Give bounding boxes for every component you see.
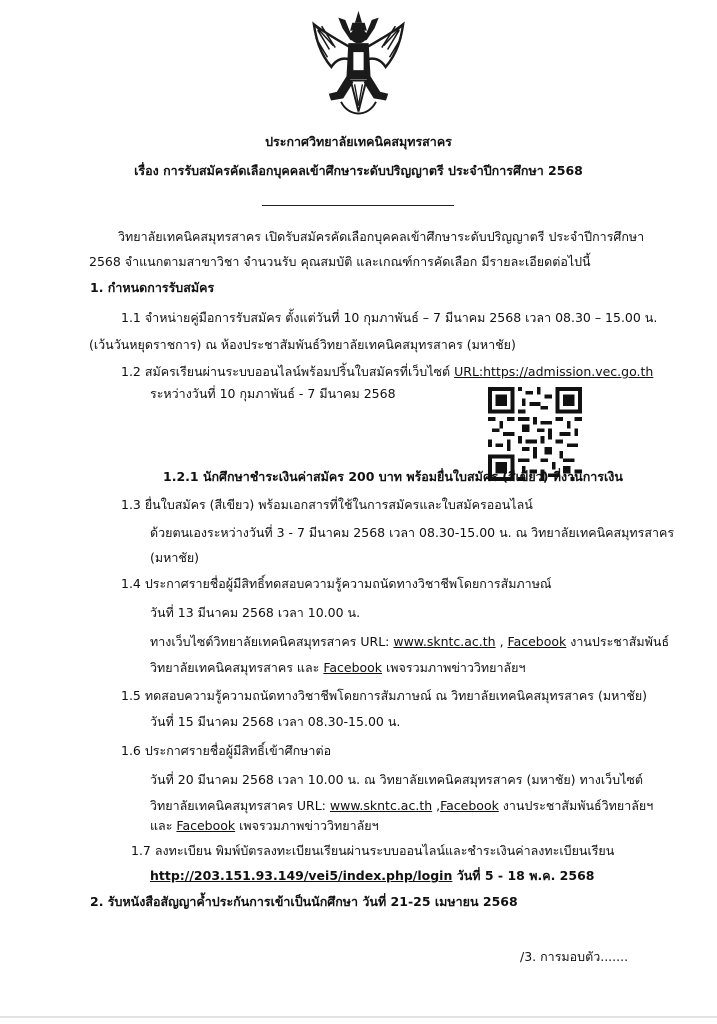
item-1-2-line-1	[121, 364, 653, 380]
facebook-link-2[interactable]: Facebook	[440, 798, 499, 813]
item-1-6-line-1: 1.6 ประกาศรายชื่อผู้มีสิทธิ์เข้าศึกษาต่อ	[121, 743, 332, 758]
item-1-2-line-2: ระหว่างวันที่ 10 กุมภาพันธ์ - 7 มีนาคม 2568	[150, 386, 396, 401]
item-1-5-line-1: 1.5 ทดสอบความรู้ความถนัดทางวิชาชีพโดยการสัมภาษณ์ ณ วิทยาลัยเทคนิคสมุทรสาคร (มหาชัย)	[121, 688, 648, 703]
qr-code-icon[interactable]	[488, 387, 582, 481]
admission-url-link[interactable]: URL:https://admission.vec.go.th	[454, 364, 654, 379]
announcement-subject: เรื่อง การรับสมัครคัดเลือกบุคคลเข้าศึกษาระดับปริญญาตรี ประจำปีการศึกษา 2568	[134, 163, 583, 178]
item-1-6-line-4	[150, 818, 379, 834]
item-1-2-text: 1.2 สมัครเรียนผ่านระบบออนไลน์พร้อมปริ้นใบสมัครที่เว็บไซต์	[121, 364, 451, 379]
item-1-6-text-a: วิทยาลัยเทคนิคสมุทรสาคร URL:	[150, 798, 326, 813]
intro-line-1: วิทยาลัยเทคนิคสมุทรสาคร เปิดรับสมัครคัดเลือกบุคคลเข้าศึกษาระดับปริญญาตรี ประจำปีการศึกษา	[118, 229, 645, 244]
item-1-4-sep: ,	[495, 634, 504, 649]
item-1-4-text-c: งานประชาสัมพันธ์	[566, 634, 670, 649]
item-1-4-line-3	[150, 634, 669, 650]
item-1-2-1: 1.2.1 นักศึกษาชำระเงินค่าสมัคร 200 บาท พร้อมยื่นใบสมัคร (สีเขียว) ที่งานการเงิน	[163, 469, 623, 484]
item-1-3-line-3: (มหาชัย)	[150, 550, 200, 565]
item-1-6-sep: ,	[432, 798, 441, 813]
item-1-4-line-4	[150, 660, 526, 676]
facebook-page-link-2[interactable]: Facebook	[176, 818, 236, 833]
title-divider	[262, 205, 454, 206]
item-1-1-line-1: 1.1 จำหน่ายคู่มือการรับสมัคร ตั้งแต่วันที่ 10 กุมภาพันธ์ – 7 มีนาคม 2568 เวลา 08.30 – 15.00 น.	[121, 310, 658, 325]
scan-edge-line	[0, 1016, 717, 1018]
item-1-3-line-2: ด้วยตนเองระหว่างวันที่ 3 - 7 มีนาคม 2568 เวลา 08.30-15.00 น. ณ วิทยาลัยเทคนิคสมุทรสาคร	[150, 525, 675, 540]
item-1-4-text-d: วิทยาลัยเทคนิคสมุทรสาคร และ	[150, 660, 320, 675]
item-1-4-text-a: ทางเว็บไซต์วิทยาลัยเทคนิคสมุทรสาคร URL:	[150, 634, 390, 649]
facebook-page-link[interactable]: Facebook	[323, 660, 383, 675]
website-link-2[interactable]: www.skntc.ac.th	[329, 798, 433, 813]
garuda-emblem-icon	[310, 10, 407, 120]
item-1-5-line-2: วันที่ 15 มีนาคม 2568 เวลา 08.30-15.00 น.	[150, 714, 401, 729]
section-1-heading: 1. กำหนดการรับสมัคร	[90, 280, 215, 295]
item-1-4-text-e: เพจรวมภาพข่าววิทยาลัยฯ	[382, 660, 526, 675]
registration-link[interactable]: http://203.151.93.149/vei5/index.php/login	[150, 868, 453, 883]
item-1-6-line-2: วันที่ 20 มีนาคม 2568 เวลา 10.00 น. ณ วิทยาลัยเทคนิคสมุทรสาคร (มหาชัย) ทางเว็บไซต์	[150, 772, 643, 787]
item-1-6-text-e: เพจรวมภาพข่าววิทยาลัยฯ	[235, 818, 379, 833]
item-1-7-line-1: 1.7 ลงทะเบียน พิมพ์บัตรลงทะเบียนเรียนผ่านระบบออนไลน์และชำระเงินค่าลงทะเบียนเรียน	[131, 843, 615, 858]
item-1-6-text-d: และ	[150, 818, 177, 833]
item-1-1-line-2: (เว้นวันหยุดราชการ) ณ ห้องประชาสัมพันธ์วิทยาลัยเทคนิคสมุทรสาคร (มหาชัย)	[89, 337, 516, 352]
announcement-title: ประกาศวิทยาลัยเทคนิคสมุทรสาคร	[265, 134, 452, 149]
intro-line-2: 2568 จำแนกตามสาขาวิชา จำนวนรับ คุณสมบัติ และเกณฑ์การคัดเลือก มีรายละเอียดต่อไปนี้	[89, 254, 591, 269]
item-1-7-date: วันที่ 5 - 18 พ.ค. 2568	[452, 868, 595, 883]
item-1-3-line-1: 1.3 ยื่นใบสมัคร (สีเขียว) พร้อมเอกสารที่ใช้ในการสมัครและใบสมัครออนไลน์	[121, 497, 533, 512]
item-1-4-line-2: วันที่ 13 มีนาคม 2568 เวลา 10.00 น.	[150, 605, 361, 620]
item-1-7-line-2	[150, 868, 594, 884]
item-1-6-text-c: งานประชาสัมพันธ์วิทยาลัยฯ	[498, 798, 654, 813]
section-2-heading: 2. รับหนังสือสัญญาค้ำประกันการเข้าเป็นนักศึกษา วันที่ 21-25 เมษายน 2568	[90, 894, 518, 909]
continued-note: /3. การมอบตัว.......	[520, 949, 629, 964]
item-1-4-line-1: 1.4 ประกาศรายชื่อผู้มีสิทธิ์ทดสอบความรู้ความถนัดทางวิชาชีพโดยการสัมภาษณ์	[121, 576, 552, 591]
facebook-link[interactable]: Facebook	[507, 634, 567, 649]
website-link[interactable]: www.skntc.ac.th	[393, 634, 496, 649]
item-1-6-line-3	[150, 798, 653, 814]
